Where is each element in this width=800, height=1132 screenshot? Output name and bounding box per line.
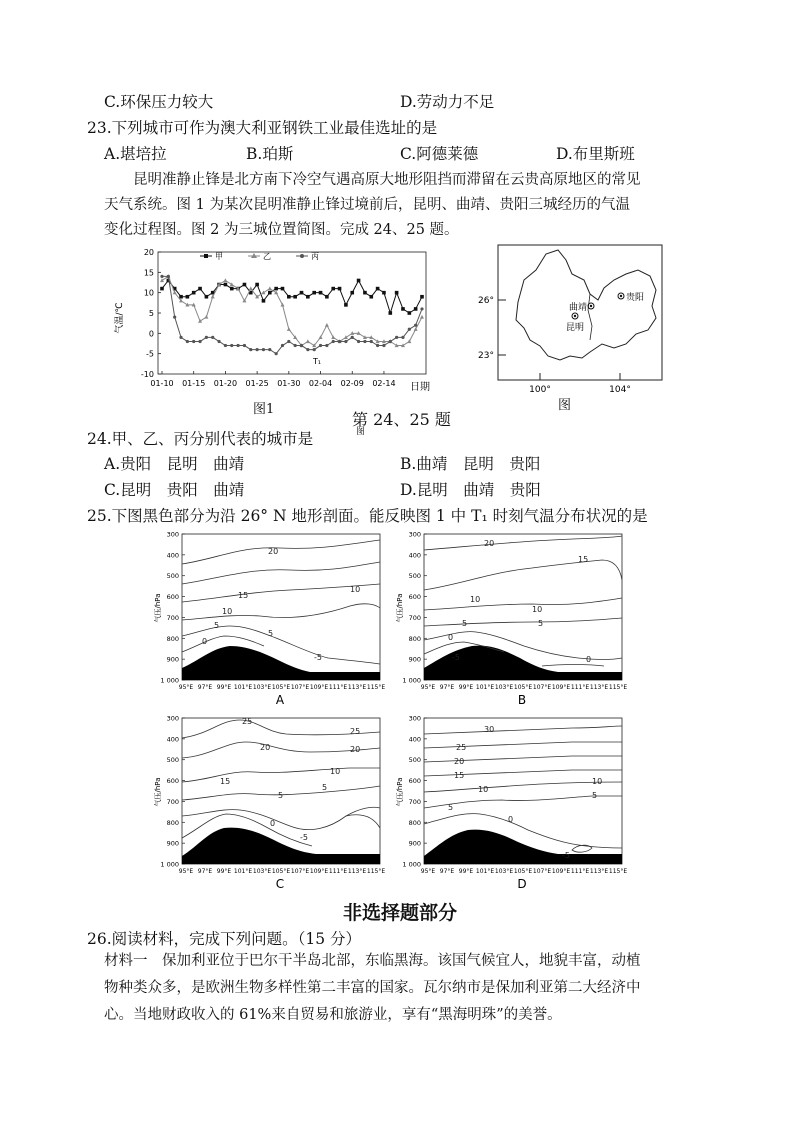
data-point [249,348,252,351]
data-point [408,311,412,315]
data-point [281,344,284,347]
q24-option-a: A.贵阳 昆明 曲靖 [104,455,245,473]
data-point [420,307,423,310]
x-tick-label: 99°E [458,684,474,691]
data-point [376,344,379,347]
province-border [588,294,592,340]
x-tick-label: 105°E [513,868,533,875]
data-point [414,307,418,311]
y-tick-label: 800 [408,634,421,643]
data-point [281,287,285,291]
x-tick-label: 97°E [439,868,455,875]
data-point [363,291,367,295]
x-tick-label: 109°E [551,684,571,691]
panel-letter: D [517,877,527,891]
data-point [275,352,278,355]
data-point [312,291,316,295]
isotherm-label: 10 [592,777,603,786]
material-label: 材料一 [104,953,148,969]
intro-paragraph: 昆明准静止锋是北方南下冷空气遇高原大地形阻挡而滞留在云贵高原地区的常见天气系统。图 1 为某次昆明准静止锋过境前后，昆明、曲靖、贵阳三城经历的气温变化过程图。图 2 为三城位置简图。完成 24、25 题。 [104,172,641,238]
q23-option-b: B.珀斯 [246,145,294,163]
data-point [351,336,354,339]
y-tick-label: 400 [408,735,421,744]
data-point [388,311,392,315]
data-point [382,344,385,347]
data-point [262,299,266,303]
y-tick-label: 15 [143,268,154,278]
isotherm-label: 5 [278,791,284,800]
y-tick-label: -10 [140,370,154,379]
section-panel-d [392,712,632,892]
x-tick-label: 111°E [570,684,590,691]
city-kunming-label: 昆明 [566,323,585,333]
lon-100-label: 100° [529,385,551,395]
section-panel-a [150,528,390,708]
data-point [338,287,342,291]
y-tick-label: 300 [408,714,421,723]
x-tick-label: 95°E [420,868,436,875]
data-point [243,283,247,287]
data-point [179,336,182,339]
data-point [325,344,328,347]
data-point [268,286,272,290]
x-tick-label: 107°E [290,684,310,691]
y-tick-label: 600 [166,593,179,602]
figure-1-caption: 图1 [253,402,275,417]
data-point [160,275,163,278]
y-tick-label: 500 [408,572,421,581]
data-point [204,315,208,319]
isotherm-label: -5 [314,653,322,662]
y-tick-label: -5 [146,349,154,359]
panel-letter: C [275,877,285,891]
y-tick-label: 10 [143,288,154,298]
isotherm-label: 20 [268,547,279,556]
y-tick-label: 700 [166,613,179,622]
q23-option-c: C.阿德莱德 [400,145,479,163]
x-axis-label: 日期 [410,382,430,393]
isotherm-label: 20 [350,745,361,754]
data-point [223,278,227,282]
isotherm-label: 20 [454,757,465,766]
terrain-profile [182,828,380,864]
q23-stem: 23.下列城市可作为澳大利亚钢铁工业最佳选址的是 [87,119,438,137]
data-point [357,279,361,283]
x-tick-label: 99°E [458,868,474,875]
q22-option-d: D.劳动力不足 [400,93,495,111]
section-panel-b [392,528,632,708]
x-tick-label: 95°E [178,868,194,875]
x-tick-label: 103°E [494,868,514,875]
section-panel-c [150,712,390,892]
data-point [382,291,386,295]
x-tick-label: 115°E [366,868,386,875]
figure-title: 第 24、25 题 [352,410,451,429]
legend-bing: 丙 [311,252,319,261]
data-point [325,295,329,299]
data-point [236,344,239,347]
isotherm-label: 5 [592,791,598,800]
city-guiyang-label: 贵阳 [626,293,645,303]
data-point [319,291,323,295]
isotherm-label: 20 [260,743,271,752]
data-point [249,286,253,290]
data-point [224,283,228,287]
data-point [287,327,291,331]
isotherms [424,726,622,852]
data-point [420,315,424,319]
isotherm-label: 10 [330,767,341,776]
isotherm-label: 10 [470,595,481,604]
isotherm-label: 15 [454,771,465,780]
x-tick-label: 95°E [420,684,436,691]
y-tick-label: 400 [408,551,421,560]
x-tick-label: 113°E [589,868,609,875]
y-tick-label: 300 [166,714,179,723]
x-tick-label: 111°E [328,684,348,691]
chart-legend [200,252,319,261]
x-tick-label: 101°E [233,868,253,875]
data-point [363,340,366,343]
data-point [294,344,297,347]
y-tick-label: 600 [408,777,421,786]
data-point [255,283,259,287]
isotherm-label: 5 [214,621,220,630]
y-tick-label: 600 [408,593,421,602]
data-point [205,295,209,299]
isotherm-label: 10 [350,585,361,594]
legend-jia: 甲 [215,252,223,261]
isotherm-label: 10 [478,785,489,794]
isotherm-label: 15 [238,591,249,600]
data-point [167,275,170,278]
data-point [287,295,291,299]
isotherm-label: 0 [448,633,454,642]
isotherms [424,536,622,666]
data-point [179,295,183,299]
q24-stem: 24.甲、乙、丙分别代表的城市是 [87,430,314,448]
x-tick-label: 109°E [309,684,329,691]
data-point [274,290,278,294]
q24-option-d: D.昆明 曲靖 贵阳 [400,481,541,499]
data-point [173,315,176,318]
q23-option-d: D.布里斯班 [556,145,635,163]
isotherm-label: 10 [532,605,543,614]
x-tick-label: 103°E [252,684,272,691]
data-point [268,348,271,351]
data-point [198,287,202,291]
x-tick-label: 02-14 [372,379,396,388]
data-point [420,295,424,299]
figure-1-temperature-chart [108,240,438,420]
data-point [319,344,322,347]
y-tick-label: 300 [166,530,179,539]
y-tick-label: 800 [408,818,421,827]
x-tick-label: 01-20 [213,379,238,388]
isotherm-label: 0 [202,637,208,646]
x-tick-label: 113°E [589,684,609,691]
y-tick-label: 900 [166,839,179,848]
y-axis-label: 气压/hPa [154,593,162,623]
legend-yi: 乙 [263,252,271,261]
isotherm-label: 0 [270,819,276,828]
city-guiyang-marker [618,291,644,303]
data-point [389,340,392,343]
y-tick-label: 500 [166,756,179,765]
isotherm-label: 15 [220,777,231,786]
data-point [192,291,196,295]
y-tick-label: 800 [166,634,179,643]
data-point [268,291,272,295]
data-point [369,295,373,299]
isotherm-label: 0 [508,815,514,824]
data-point [230,282,234,286]
data-point [205,336,208,339]
data-point [306,348,309,351]
data-point [262,348,265,351]
data-point [300,344,303,347]
figure-2-location-map [480,240,670,410]
y-tick-label: 1 000 [402,676,421,685]
isotherm-label: 5 [462,619,468,628]
isotherm-label: 10 [222,607,233,616]
data-point [256,348,259,351]
data-point [344,303,348,307]
data-point [198,319,202,323]
x-tick-label: 115°E [366,684,386,691]
city-kunming-marker [566,313,584,333]
city-qujing-label: 曲靖 [568,303,587,313]
data-point [395,336,398,339]
x-tick-label: 113°E [347,684,367,691]
y-tick-label: 900 [166,655,179,664]
y-tick-label: 800 [166,818,179,827]
data-point [344,335,348,339]
x-tick-label: 01-25 [245,379,269,388]
data-point [313,348,316,351]
x-tick-label: 97°E [197,684,213,691]
terrain-profile [424,646,622,680]
terrain-profile [182,646,380,680]
isotherm-label: 15 [578,555,589,564]
x-tick-label: 95°E [178,684,194,691]
data-point [370,340,373,343]
y-tick-label: 400 [166,735,179,744]
data-point [224,344,227,347]
x-tick-label: 105°E [513,684,533,691]
y-tick-label: 1 000 [402,860,421,869]
data-point [287,340,290,343]
q26-stem: 26.阅读材料，完成下列问题。（15 分） [87,930,362,948]
data-point [293,295,297,299]
x-tick-label: 107°E [290,868,310,875]
data-point [306,295,310,299]
data-point [306,339,310,343]
q24-option-b: B.曲靖 昆明 贵阳 [400,455,541,473]
x-tick-label: 99°E [216,684,232,691]
y-tick-label: 20 [143,248,154,257]
series-line-0 [162,280,422,313]
data-point [230,344,233,347]
data-point [243,344,246,347]
x-tick-label: 101°E [475,684,495,691]
x-tick-label: 01-30 [277,379,301,388]
x-tick-label: 01-10 [150,379,174,388]
data-point [261,290,265,294]
data-point [160,278,164,282]
x-tick-label: 107°E [532,868,552,875]
data-point [198,340,201,343]
panel-letter: B [517,693,527,707]
y-tick-label: 700 [408,797,421,806]
isotherm-label: 25 [350,727,361,736]
data-point [338,340,341,343]
y-tick-label: 700 [408,613,421,622]
data-point [160,287,164,291]
y-axis-label: 气压/hPa [396,593,404,623]
q24-option-c: C.昆明 贵阳 曲靖 [104,481,245,499]
x-tick-label: 02-04 [308,379,333,388]
isotherm-label: 5 [268,629,274,638]
data-point [274,287,278,291]
q22-option-c: C.环保压力较大 [104,93,214,111]
y-tick-label: 900 [408,655,421,664]
y-axis-label: 气压/hPa [396,777,404,807]
t1-annotation: T₁ [313,357,322,366]
y-axis-label: 气压/hPa [154,777,162,807]
x-tick-label: 02-09 [340,379,364,388]
data-point [186,295,190,299]
x-tick-label: 01-15 [182,379,206,388]
y-tick-label: 400 [166,551,179,560]
figure-title-sub: 图 [356,427,366,437]
y-tick-label: 700 [166,797,179,806]
data-point [401,307,405,311]
y-axis-label: 气温/℃ [115,302,125,334]
isotherm-label: -5 [452,653,460,662]
y-tick-label: 5 [148,309,154,318]
x-tick-label: 103°E [252,868,272,875]
isotherm-label: -5 [300,833,308,842]
plot-frame [158,252,426,374]
panel-letter: A [275,693,285,707]
data-point [344,340,347,343]
lat-23-label: 23° [478,351,494,361]
q26-material [104,948,646,1029]
data-point [186,340,189,343]
x-tick-label: 111°E [328,868,348,875]
x-tick-label: 97°E [197,868,213,875]
x-tick-label: 105°E [271,684,291,691]
y-tick-label: 900 [408,839,421,848]
data-point [211,336,214,339]
isotherm-label: 5 [448,803,454,812]
x-tick-label: 109°E [551,868,571,875]
x-tick-label: 115°E [608,868,628,875]
isotherm-label: 5 [322,783,328,792]
data-point [230,287,234,291]
data-point [300,291,304,295]
data-point [357,340,360,343]
isotherm-label: 30 [484,725,495,734]
series-line-1 [162,276,422,345]
y-tick-label: 0 [148,329,154,339]
isotherm-label: 5 [538,619,544,628]
x-tick-label: 103°E [494,684,514,691]
y-tick-label: 1 000 [160,860,179,869]
x-tick-label: 105°E [271,868,291,875]
isotherms [182,720,380,846]
data-point [332,340,335,343]
lat-26-label: 26° [478,296,494,306]
x-tick-label: 115°E [608,684,628,691]
q23-option-a: A.堪培拉 [104,145,167,163]
isotherm-label: 25 [242,717,253,726]
isotherm-label: 0 [586,655,592,664]
city-qujing-marker [569,301,594,313]
y-tick-label: 1 000 [160,676,179,685]
x-tick-label: 99°E [216,868,232,875]
y-tick-label: 600 [166,777,179,786]
data-point [350,291,354,295]
x-tick-label: 107°E [532,684,552,691]
data-point [414,324,417,327]
y-tick-label: 500 [408,756,421,765]
isotherm-label: -5 [562,851,570,860]
lon-104-label: 104° [609,385,631,395]
y-tick-label: 500 [166,572,179,581]
material-text: 保加利亚位于巴尔干半岛北部，东临黑海。该国气候宜人，地貌丰富，动植物种类众多，是欧洲生物多样性第二丰富的国家。瓦尔纳市是保加利亚第二大经济中心。当地财政收入的 61%来自贸易和旅游业，享有“黑海明珠”的美誉。 [104,953,641,1023]
isotherm-label: 25 [456,743,467,752]
x-tick-label: 97°E [439,684,455,691]
data-point [408,328,411,331]
x-tick-label: 111°E [570,868,590,875]
data-point [376,287,380,291]
isotherms [182,540,380,664]
y-tick-label: 300 [408,530,421,539]
x-tick-label: 101°E [233,684,253,691]
figure-2-caption: 图 [558,398,572,413]
data-point [192,340,195,343]
data-point [395,291,399,295]
data-point [325,323,329,327]
data-point [401,336,404,339]
data-point [331,287,335,291]
q25-stem: 25.下图黑色部分为沿 26° N 地形剖面。能反映图 1 中 T₁ 时刻气温分布状况的是 [87,507,648,525]
section-heading: 非选择题部分 [342,902,457,924]
x-tick-label: 109°E [309,868,329,875]
x-tick-label: 113°E [347,868,367,875]
isotherm-label: 20 [484,539,495,548]
x-tick-label: 101°E [475,868,495,875]
data-point [217,340,220,343]
